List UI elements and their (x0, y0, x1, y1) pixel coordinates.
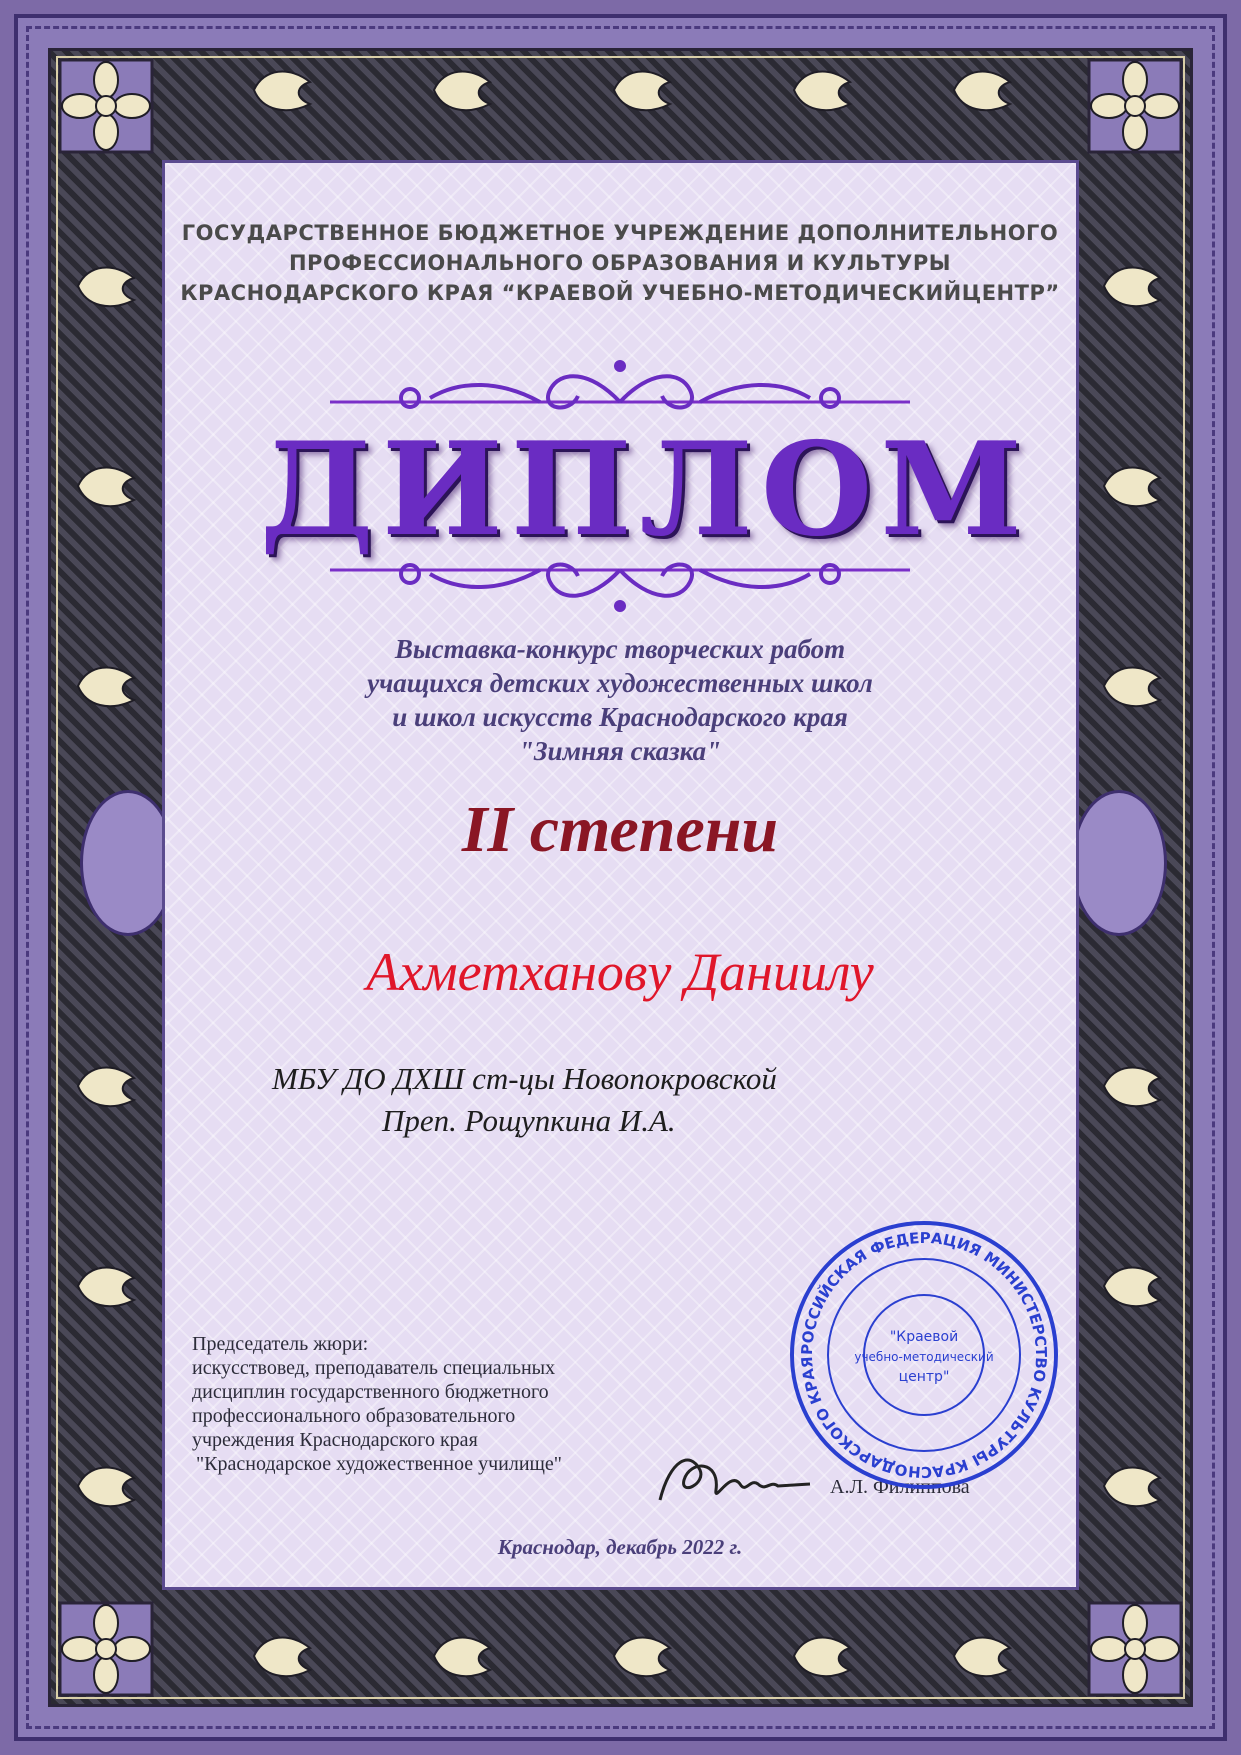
leaf-ornament-icon (610, 1630, 674, 1682)
jury-line: "Краснодарское художественное училище" (196, 1453, 562, 1475)
leaf-ornament-icon (950, 1630, 1014, 1682)
right-side-medallion (1071, 790, 1167, 936)
stamp-center-line: "Краевой (889, 1329, 959, 1345)
place-and-date: Краснодар, декабрь 2022 г. (497, 1535, 743, 1559)
diploma-title: ДИПЛОМ (260, 415, 1030, 565)
leaf-ornament-icon (430, 64, 494, 116)
jury-chair-block (192, 1332, 712, 1476)
leaf-ornament-icon (74, 660, 138, 712)
flower-ornament-icon (58, 58, 154, 154)
contest-name: "Зимняя сказка" (518, 736, 722, 766)
leaf-ornament-icon (74, 260, 138, 312)
stamp-center-line: учебно-методический (854, 1350, 994, 1364)
contest-description (230, 632, 1010, 768)
jury-line: учреждения Краснодарского края (192, 1429, 478, 1451)
leaf-ornament-icon (1100, 1260, 1164, 1312)
leaf-ornament-icon (74, 1260, 138, 1312)
contest-line: учащихся детских художественных школ (367, 668, 873, 698)
leaf-ornament-icon (1100, 1060, 1164, 1112)
organization-name (180, 218, 1060, 308)
leaf-ornament-icon (950, 64, 1014, 116)
official-stamp (784, 1215, 1064, 1495)
recipient-name: Ахметханову Даниилу (366, 942, 874, 1002)
jury-line: профессионального образовательного (192, 1405, 516, 1427)
contest-line: Выставка-конкурс творческих работ (394, 634, 846, 664)
flower-ornament-icon (58, 1601, 154, 1697)
jury-line: искусствовед, преподаватель специальных (192, 1357, 556, 1379)
award-degree: II степени (461, 793, 779, 866)
leaf-ornament-icon (1100, 460, 1164, 512)
jury-line: дисциплин государственного бюджетного (192, 1381, 549, 1403)
jury-line: Председатель жюри: (192, 1333, 369, 1355)
stamp-ring-text: РОССИЙСКАЯ ФЕДЕРАЦИЯ МИНИСТЕРСТВО КУЛЬТУРЫ КРАСНОДАРСКОГО КРАЯ (797, 1228, 1051, 1482)
leaf-ornament-icon (250, 1630, 314, 1682)
leaf-ornament-icon (1100, 1460, 1164, 1512)
organization-line: КРАСНОДАРСКОГО КРАЯ “КРАЕВОЙ УЧЕБНО-МЕТОДИЧЕСКИЙЦЕНТР” (180, 281, 1060, 305)
leaf-ornament-icon (1100, 260, 1164, 312)
leaf-ornament-icon (74, 460, 138, 512)
leaf-ornament-icon (790, 64, 854, 116)
leaf-ornament-icon (610, 64, 674, 116)
school-name: МБУ ДО ДХШ ст-цы Новопокровской (272, 1061, 777, 1096)
bottom-flourish-ornament (310, 552, 930, 622)
contest-line: и школ искусств Краснодарского края (392, 702, 848, 732)
leaf-ornament-icon (430, 1630, 494, 1682)
top-flourish-ornament (310, 350, 930, 420)
school-info (200, 1058, 1040, 1142)
flower-ornament-icon (1087, 58, 1183, 154)
teacher-name: Преп. Рощупкина И.А. (382, 1103, 676, 1138)
leaf-ornament-icon (250, 64, 314, 116)
organization-line: ПРОФЕССИОНАЛЬНОГО ОБРАЗОВАНИЯ И КУЛЬТУРЫ (288, 251, 951, 275)
leaf-ornament-icon (74, 1460, 138, 1512)
leaf-ornament-icon (790, 1630, 854, 1682)
organization-line: ГОСУДАРСТВЕННОЕ БЮДЖЕТНОЕ УЧРЕЖДЕНИЕ ДОПОЛНИТЕЛЬНОГО (181, 221, 1059, 245)
leaf-ornament-icon (1100, 660, 1164, 712)
stamp-center-line: центр" (898, 1369, 950, 1385)
leaf-ornament-icon (74, 1060, 138, 1112)
flower-ornament-icon (1087, 1601, 1183, 1697)
jury-chair-name: А.Л. Филиппова (830, 1476, 970, 1498)
